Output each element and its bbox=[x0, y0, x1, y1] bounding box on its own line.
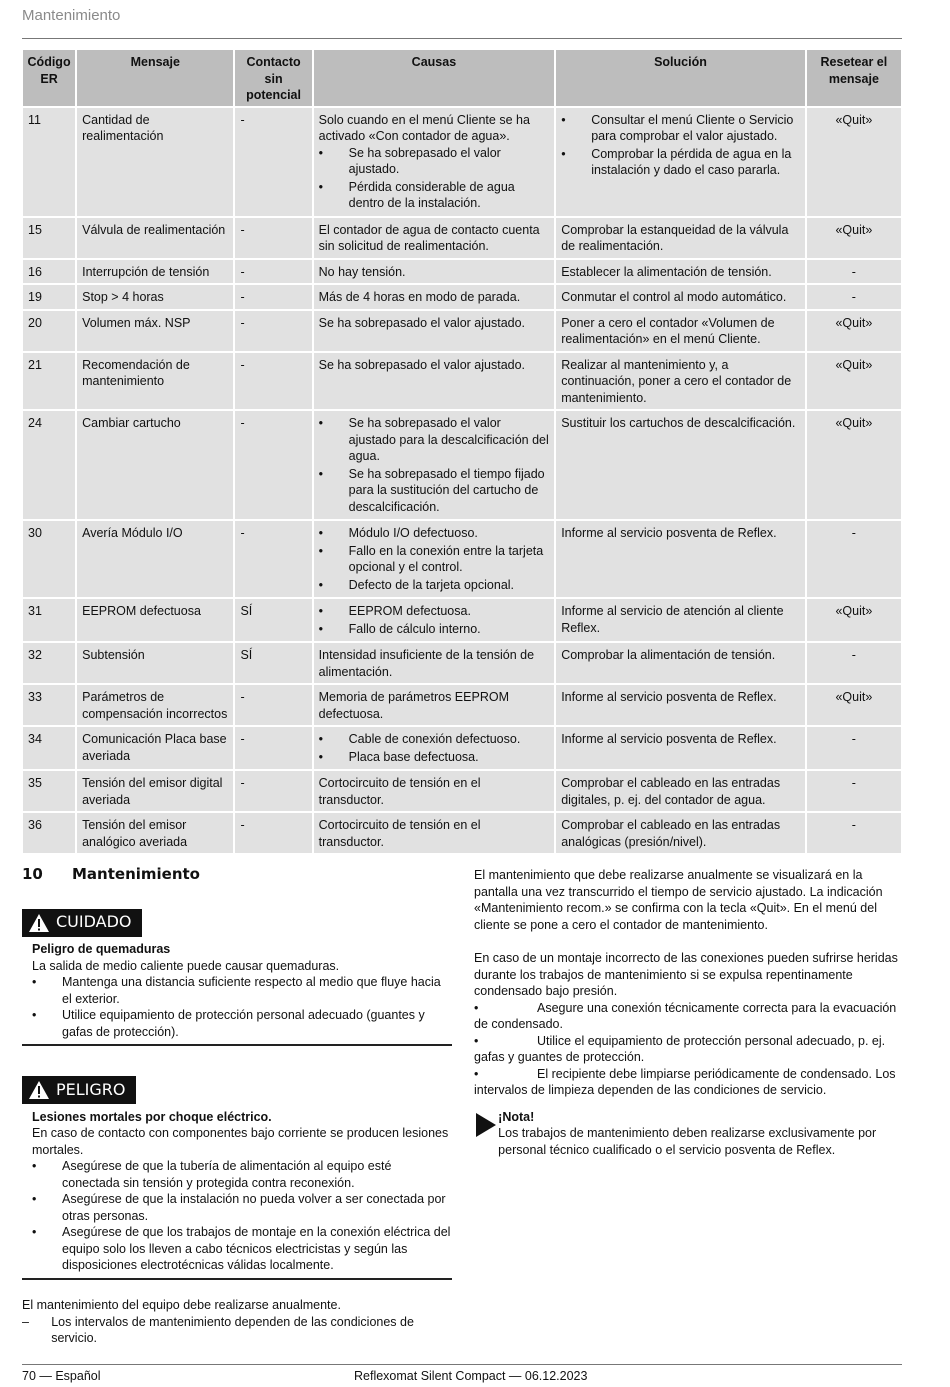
cell-code: 19 bbox=[23, 285, 75, 309]
cell-causes: El contador de agua de contacto cuenta sin solicitud de realimentación. bbox=[314, 218, 555, 258]
cell-reset: «Quit» bbox=[807, 108, 901, 216]
cell-reset: - bbox=[807, 813, 901, 853]
column-header-causes: Causas bbox=[314, 50, 555, 106]
cause-bullet: • Fallo de cálculo interno. bbox=[319, 621, 550, 638]
list-item-text: Utilice el equipamiento de protección personal adecuado, p. ej. gafas y guantes de protección. bbox=[474, 1033, 886, 1064]
cell-causes bbox=[314, 727, 555, 769]
cause-bullet: • Pérdida considerable de agua dentro de la instalación. bbox=[319, 179, 550, 212]
bullet-marker: • bbox=[474, 1033, 479, 1048]
bullet-marker: • bbox=[474, 1066, 479, 1081]
warning-icon bbox=[28, 913, 50, 933]
cell-contact: - bbox=[235, 260, 311, 284]
paragraph: El mantenimiento que debe realizarse anualmente se visualizará en la pantalla una vez transcurrido el tiempo de servicio ajustado. La indicación «Mantenimiento recom.» se confirma con la tecla «Quit». En el menú del cliente se pone a cero el contador de mantenimiento. bbox=[474, 868, 883, 932]
list-item bbox=[474, 1000, 902, 1033]
cell-causes bbox=[314, 599, 555, 641]
maintenance-interval-line: El mantenimiento del equipo debe realizarse anualmente. bbox=[22, 1298, 341, 1312]
table-row bbox=[23, 108, 901, 216]
cell-code: 20 bbox=[23, 311, 75, 351]
cause-bullet: • Placa base defectuosa. bbox=[319, 749, 550, 766]
error-code-table bbox=[21, 48, 903, 855]
caution-badge bbox=[22, 909, 142, 937]
right-column bbox=[474, 867, 902, 1158]
cell-message: Parámetros de compensación incorrectos bbox=[77, 685, 233, 725]
cell-contact: - bbox=[235, 218, 311, 258]
cell-message: Volumen máx. NSP bbox=[77, 311, 233, 351]
cell-reset: - bbox=[807, 771, 901, 811]
table-row bbox=[23, 727, 901, 769]
footer-doc: Reflexomat Silent Compact — 06.12.2023 bbox=[354, 1369, 588, 1383]
cell-contact: - bbox=[235, 685, 311, 725]
caution-bullet: • Mantenga una distancia suficiente respecto al medio que fluye hacia el exterior. bbox=[32, 974, 452, 1007]
note-arrow-icon bbox=[474, 1109, 498, 1159]
cell-reset: - bbox=[807, 260, 901, 284]
cell-causes: No hay tensión. bbox=[314, 260, 555, 284]
solution-bullet: • Comprobar la pérdida de agua en la instalación y dado el caso pararla. bbox=[561, 146, 800, 179]
cell-message: Tensión del emisor digital averiada bbox=[77, 771, 233, 811]
cell-contact: - bbox=[235, 813, 311, 853]
cell-code: 11 bbox=[23, 108, 75, 216]
table-row bbox=[23, 353, 901, 410]
cell-solution bbox=[556, 108, 805, 216]
list-item bbox=[474, 1066, 902, 1099]
caution-badge-label: CUIDADO bbox=[56, 912, 132, 932]
cell-contact: - bbox=[235, 108, 311, 216]
cell-contact: - bbox=[235, 285, 311, 309]
cause-bullet: • Se ha sobrepasado el valor ajustado para la descalcificación del agua. bbox=[319, 415, 550, 465]
cell-message: Avería Módulo I/O bbox=[77, 521, 233, 597]
cell-solution: Comprobar la estanqueidad de la válvula de realimentación. bbox=[556, 218, 805, 258]
dash-list-text: Los intervalos de mantenimiento dependen de las condiciones de servicio. bbox=[51, 1314, 414, 1345]
caution-bullet: • Utilice equipamiento de protección personal adecuado (guantes y gafas de protección). bbox=[32, 1007, 452, 1040]
cause-bullet: • Se ha sobrepasado el tiempo fijado para la sustitución del cartucho de descalcificación. bbox=[319, 466, 550, 516]
cell-solution: Comprobar el cableado en las entradas digitales, p. ej. del contador de agua. bbox=[556, 771, 805, 811]
cell-reset: «Quit» bbox=[807, 599, 901, 641]
warning-icon bbox=[28, 1080, 50, 1100]
table-row bbox=[23, 285, 901, 309]
footer-divider bbox=[22, 1364, 902, 1365]
table-row bbox=[23, 218, 901, 258]
danger-badge-label: PELIGRO bbox=[56, 1079, 126, 1099]
danger-bullet: • Asegúrese de que los trabajos de montaje en la conexión eléctrica del equipo solo los lleven a cabo técnicos electricistas y según las disposiciones electrotécnicas válidas localmente. bbox=[32, 1224, 452, 1274]
cell-contact: SÍ bbox=[235, 643, 311, 683]
cell-contact: - bbox=[235, 521, 311, 597]
section-number: 10 bbox=[22, 865, 43, 883]
cell-causes: Memoria de parámetros EEPROM defectuosa. bbox=[314, 685, 555, 725]
cell-message: Interrupción de tensión bbox=[77, 260, 233, 284]
cell-reset: «Quit» bbox=[807, 411, 901, 519]
cause-bullet: • Se ha sobrepasado el valor ajustado. bbox=[319, 145, 550, 178]
cell-causes: Cortocircuito de tensión en el transductor. bbox=[314, 771, 555, 811]
list-item-text: El recipiente debe limpiarse periódicamente de condensado. Los intervalos de limpieza dependen de las condiciones de servicio. bbox=[474, 1066, 896, 1097]
cell-code: 33 bbox=[23, 685, 75, 725]
cell-solution: Establecer la alimentación de tensión. bbox=[556, 260, 805, 284]
cause-bullet: • EEPROM defectuosa. bbox=[319, 603, 550, 620]
cell-causes: Intensidad insuficiente de la tensión de alimentación. bbox=[314, 643, 555, 683]
note-box bbox=[474, 1109, 902, 1159]
cell-reset: «Quit» bbox=[807, 353, 901, 410]
cell-solution: Comprobar la alimentación de tensión. bbox=[556, 643, 805, 683]
paragraph: En caso de un montaje incorrecto de las conexiones pueden sufrirse heridas durante los trabajos de mantenimiento si se expulsa repentinamente condensado bajo presión. bbox=[474, 951, 898, 998]
table-row bbox=[23, 521, 901, 597]
table-header-row bbox=[23, 50, 901, 106]
cell-message: Cantidad de realimentación bbox=[77, 108, 233, 216]
cell-causes bbox=[314, 411, 555, 519]
note-text: Los trabajos de mantenimiento deben realizarse exclusivamente por personal técnico cualificado o el servicio posventa de Reflex. bbox=[498, 1126, 877, 1157]
footer-page: 70 — Español bbox=[22, 1369, 101, 1383]
cell-message: Subtensión bbox=[77, 643, 233, 683]
cell-message: Recomendación de mantenimiento bbox=[77, 353, 233, 410]
header-divider bbox=[22, 38, 902, 39]
column-header-solution: Solución bbox=[556, 50, 805, 106]
cell-contact: - bbox=[235, 353, 311, 410]
column-header-contact: Contacto sin potencial bbox=[235, 50, 311, 106]
cell-message: Válvula de realimentación bbox=[77, 218, 233, 258]
bullet-marker: • bbox=[474, 1000, 479, 1015]
cause-bullet: • Cable de conexión defectuoso. bbox=[319, 731, 550, 748]
cell-message: Comunicación Placa base averiada bbox=[77, 727, 233, 769]
cell-reset: «Quit» bbox=[807, 311, 901, 351]
danger-bullet: • Asegúrese de que la instalación no pueda volver a ser conectada por otras personas. bbox=[32, 1191, 452, 1224]
cell-code: 35 bbox=[23, 771, 75, 811]
table-row bbox=[23, 411, 901, 519]
cell-solution: Sustituir los cartuchos de descalcificación. bbox=[556, 411, 805, 519]
cell-solution: Informe al servicio posventa de Reflex. bbox=[556, 521, 805, 597]
cell-code: 31 bbox=[23, 599, 75, 641]
cell-message: Stop > 4 horas bbox=[77, 285, 233, 309]
dash-marker: – bbox=[22, 1314, 29, 1329]
danger-text: En caso de contacto con componentes bajo corriente se producen lesiones mortales. bbox=[32, 1126, 449, 1157]
cell-contact: - bbox=[235, 411, 311, 519]
cell-message: Cambiar cartucho bbox=[77, 411, 233, 519]
caution-title: Peligro de quemaduras bbox=[32, 942, 171, 956]
column-header-message: Mensaje bbox=[77, 50, 233, 106]
cell-solution: Conmutar el control al modo automático. bbox=[556, 285, 805, 309]
column-header-reset: Resetear el mensaje bbox=[807, 50, 901, 106]
cell-code: 21 bbox=[23, 353, 75, 410]
cell-contact: - bbox=[235, 727, 311, 769]
cell-reset: «Quit» bbox=[807, 218, 901, 258]
page-header-title: Mantenimiento bbox=[22, 7, 121, 24]
cell-reset: - bbox=[807, 643, 901, 683]
cell-contact: SÍ bbox=[235, 599, 311, 641]
solution-bullet: • Consultar el menú Cliente o Servicio para comprobar el valor ajustado. bbox=[561, 112, 800, 145]
left-column bbox=[22, 866, 452, 1310]
cell-solution: Poner a cero el contador «Volumen de realimentación» en el menú Cliente. bbox=[556, 311, 805, 351]
note-title: ¡Nota! bbox=[498, 1109, 535, 1124]
cell-code: 30 bbox=[23, 521, 75, 597]
cell-code: 32 bbox=[23, 643, 75, 683]
cause-bullet: • Fallo en la conexión entre la tarjeta opcional y el control. bbox=[319, 543, 550, 576]
cell-causes bbox=[314, 521, 555, 597]
table-row bbox=[23, 813, 901, 853]
table-row bbox=[23, 260, 901, 284]
danger-badge bbox=[22, 1076, 136, 1104]
table-row bbox=[23, 643, 901, 683]
cause-bullet: • Módulo I/O defectuoso. bbox=[319, 525, 550, 542]
section-heading bbox=[22, 866, 452, 883]
cell-causes: Cortocircuito de tensión en el transductor. bbox=[314, 813, 555, 853]
cell-code: 36 bbox=[23, 813, 75, 853]
table-row bbox=[23, 771, 901, 811]
section-title: Mantenimiento bbox=[72, 865, 200, 883]
cell-code: 24 bbox=[23, 411, 75, 519]
cell-causes: Se ha sobrepasado el valor ajustado. bbox=[314, 311, 555, 351]
cell-causes: Más de 4 horas en modo de parada. bbox=[314, 285, 555, 309]
danger-title: Lesiones mortales por choque eléctrico. bbox=[32, 1109, 272, 1124]
cell-message: Tensión del emisor analógico averiada bbox=[77, 813, 233, 853]
cell-reset: «Quit» bbox=[807, 685, 901, 725]
table-row bbox=[23, 599, 901, 641]
column-header-code: Código ER bbox=[23, 50, 75, 106]
dash-list-item bbox=[22, 1314, 452, 1347]
table-row bbox=[23, 685, 901, 725]
cell-causes: Se ha sobrepasado el valor ajustado. bbox=[314, 353, 555, 410]
cell-causes bbox=[314, 108, 555, 216]
cell-reset: - bbox=[807, 727, 901, 769]
caution-box bbox=[22, 909, 452, 1047]
list-item bbox=[474, 1033, 902, 1066]
cell-reset: - bbox=[807, 285, 901, 309]
cell-contact: - bbox=[235, 311, 311, 351]
cell-code: 15 bbox=[23, 218, 75, 258]
table-row bbox=[23, 311, 901, 351]
cell-code: 34 bbox=[23, 727, 75, 769]
caution-text: La salida de medio caliente puede causar quemaduras. bbox=[32, 958, 340, 973]
cause-bullet: • Defecto de la tarjeta opcional. bbox=[319, 577, 550, 594]
cell-code: 16 bbox=[23, 260, 75, 284]
cell-contact: - bbox=[235, 771, 311, 811]
cell-message: EEPROM defectuosa bbox=[77, 599, 233, 641]
danger-bullet: • Asegúrese de que la tubería de alimentación al equipo esté conectada sin tensión y protegida contra reconexión. bbox=[32, 1158, 452, 1191]
cell-reset: - bbox=[807, 521, 901, 597]
danger-box bbox=[22, 1076, 452, 1280]
maintenance-interval-text bbox=[22, 1297, 452, 1347]
cell-solution: Comprobar el cableado en las entradas analógicas (presión/nivel). bbox=[556, 813, 805, 853]
cell-solution: Informe al servicio posventa de Reflex. bbox=[556, 727, 805, 769]
cell-solution: Informe al servicio posventa de Reflex. bbox=[556, 685, 805, 725]
cause-text: Solo cuando en el menú Cliente se ha activado «Con contador de agua». bbox=[318, 112, 530, 143]
cell-solution: Realizar al mantenimiento y, a continuación, poner a cero el contador de mantenimiento. bbox=[556, 353, 805, 410]
list-item-text: Asegure una conexión técnicamente correcta para la evacuación de condensado. bbox=[474, 1000, 897, 1031]
cell-solution: Informe al servicio de atención al cliente Reflex. bbox=[556, 599, 805, 641]
